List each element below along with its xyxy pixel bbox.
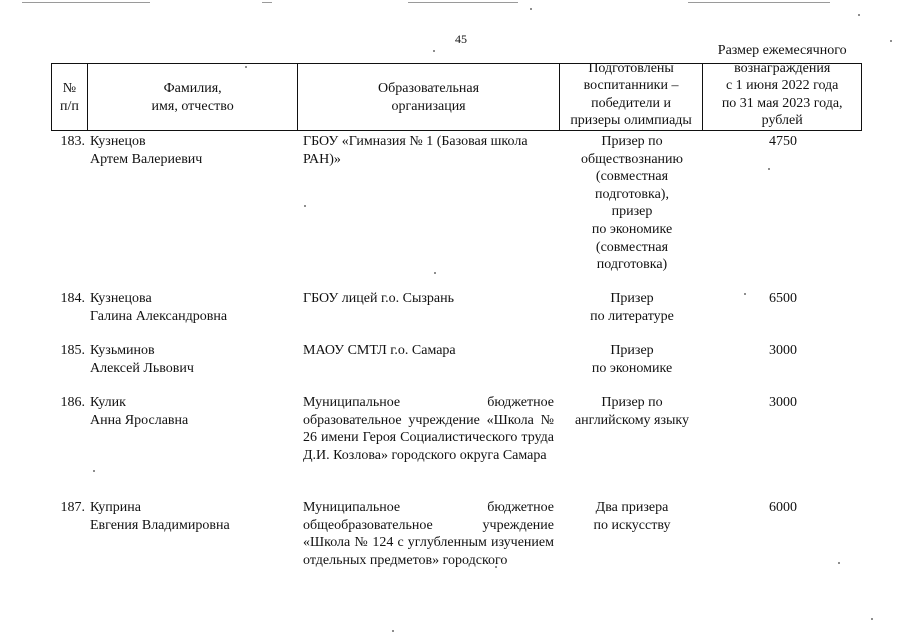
row-amount: 6500 <box>769 291 797 306</box>
awards-table <box>51 43 862 568</box>
table-row <box>51 394 862 464</box>
scan-line <box>408 2 518 3</box>
speck <box>871 618 873 620</box>
table-row <box>51 290 862 325</box>
scan-line <box>262 2 272 3</box>
table-row <box>51 342 862 377</box>
header-amount: Размер ежемесячного вознаграждения с 1 июня 2022 года по 31 мая 2023 года, рублей <box>717 43 847 129</box>
row-number: 186. <box>60 395 85 410</box>
row-full-name: Кузнецов Артем Валериевич <box>90 134 203 167</box>
row-amount: 3000 <box>769 395 797 410</box>
row-achievement: Призер по литературе <box>590 291 674 324</box>
header-achievement: Подготовлены воспитанники – победители и призеры олимпиады <box>560 64 704 130</box>
row-number: 184. <box>60 291 85 306</box>
row-organization: Муниципальное бюджетное образовательное учреждение «Школа № 26 имени Героя Социалистического труда Д.И. Козлова» городского округа Самара <box>303 395 554 463</box>
speck <box>433 50 435 52</box>
row-organization: ГБОУ «Гимназия № 1 (Базовая школа РАН)» <box>303 134 528 167</box>
scan-line <box>22 2 150 3</box>
table-row <box>51 499 862 569</box>
row-amount: 6000 <box>769 500 797 515</box>
table-header <box>51 43 862 131</box>
row-number: 187. <box>60 500 85 515</box>
row-achievement: Призер по обществознанию (совместная подготовка), призер по экономике (совместная подготовка) <box>581 134 683 273</box>
table-row <box>51 133 862 274</box>
row-achievement: Призер по экономике <box>591 343 673 376</box>
row-amount: 4750 <box>769 134 797 149</box>
row-achievement: Призер по английскому языку <box>574 395 690 428</box>
header-number: № п/п <box>52 64 88 130</box>
speck <box>93 470 95 472</box>
speck <box>858 14 860 16</box>
row-full-name: Кузьминов Алексей Львович <box>90 343 194 376</box>
row-full-name: Куприна Евгения Владимировна <box>90 500 230 533</box>
row-achievement: Два призера по искусству <box>593 500 671 533</box>
row-amount: 3000 <box>769 343 797 358</box>
header-full-name: Фамилия, имя, отчество <box>88 64 298 130</box>
row-number: 183. <box>60 134 85 149</box>
row-organization: МАОУ СМТЛ г.о. Самара <box>303 343 456 358</box>
scan-line <box>688 2 830 3</box>
row-organization: ГБОУ лицей г.о. Сызрань <box>303 291 454 306</box>
row-number: 185. <box>60 343 85 358</box>
row-organization: Муниципальное бюджетное общеобразовательное учреждение «Школа № 124 с углубленным изучением отдельных предметов» городского <box>303 500 554 568</box>
header-organization: Образовательная организация <box>298 64 559 130</box>
row-full-name: Кузнецова Галина Александровна <box>90 291 228 324</box>
speck <box>392 630 394 632</box>
row-full-name: Кулик Анна Ярославна <box>90 395 189 428</box>
speck <box>530 8 532 10</box>
page-number: 45 <box>455 32 467 46</box>
